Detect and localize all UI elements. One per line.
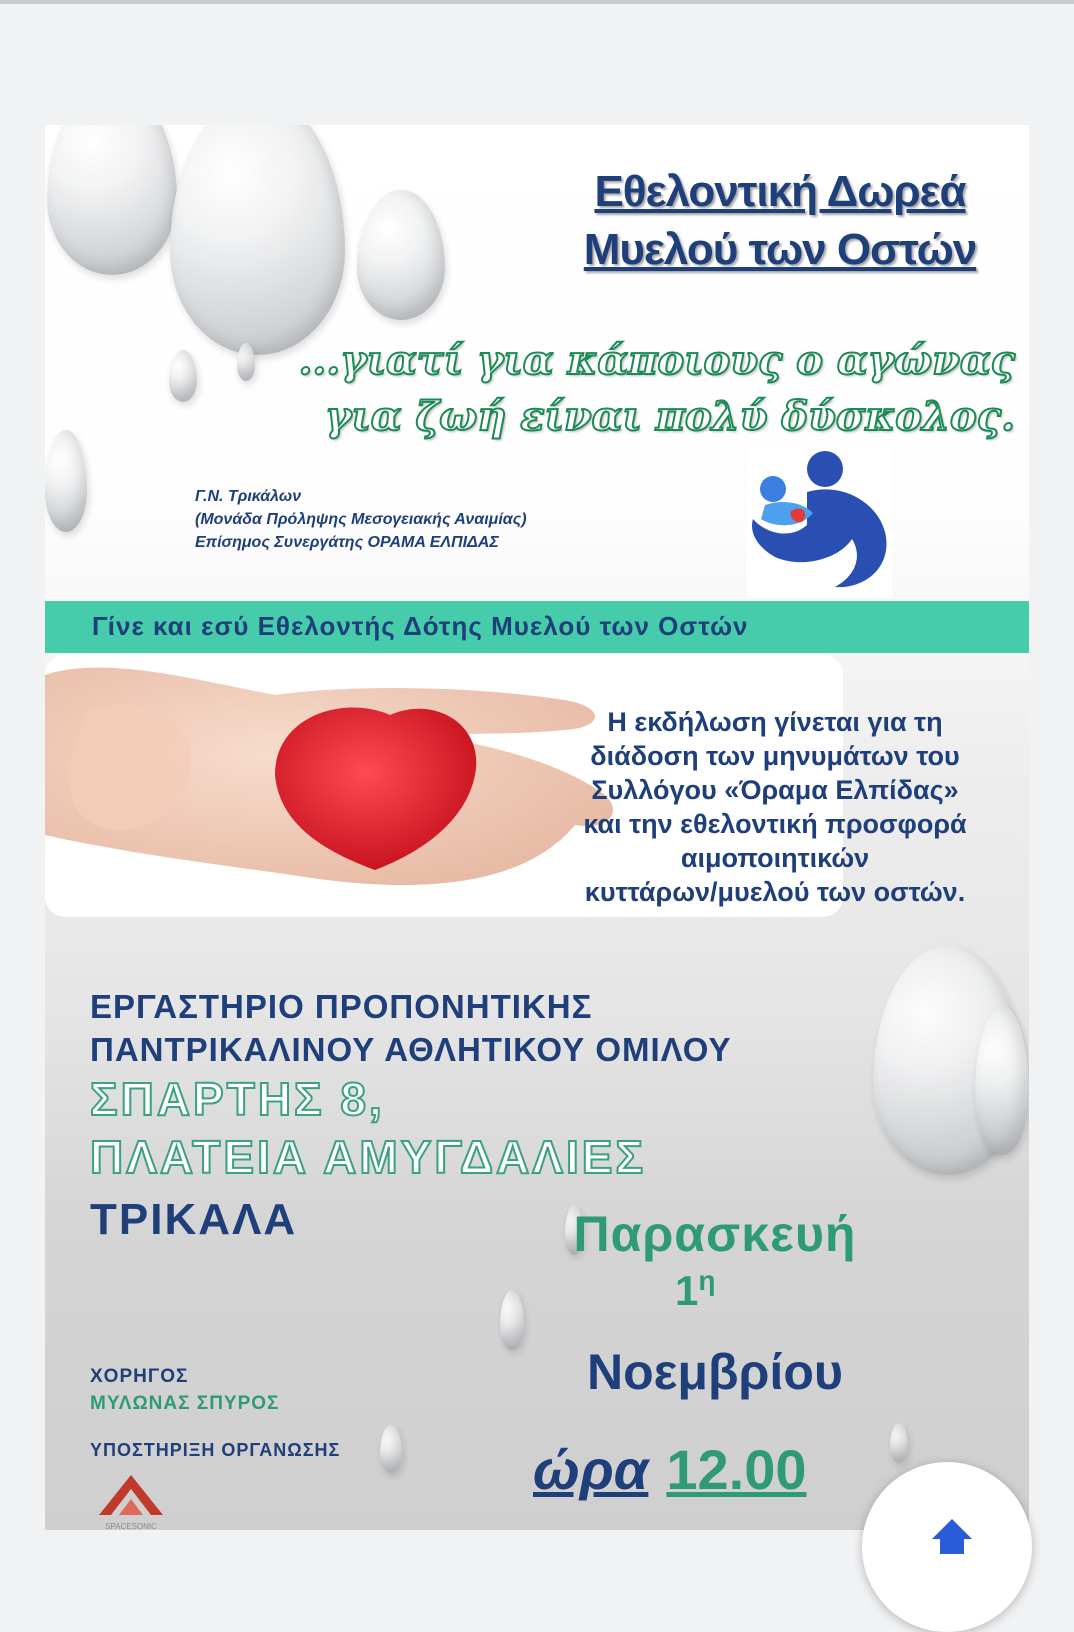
title-line: Εθελοντική Δωρεά xyxy=(594,167,966,216)
event-day: Παρασκευή xyxy=(573,1206,857,1262)
time-label: ώρα xyxy=(533,1438,649,1501)
event-description xyxy=(535,705,1015,909)
date-suffix: η xyxy=(698,1265,716,1296)
event-month: Νοεμβρίου xyxy=(587,1344,843,1400)
description-line: κυττάρων/μυελού των οστών. xyxy=(584,877,966,907)
water-drop xyxy=(890,1423,908,1463)
poster-title xyxy=(545,163,1015,279)
water-drop xyxy=(47,125,177,275)
banner-text: Γίνε και εσύ Εθελοντής Δότης Μυελού των Οστών xyxy=(92,611,749,641)
address-line: ΠΛΑΤΕΙΑ ΑΜΥΓΔΑΛΙΕΣ xyxy=(90,1131,647,1183)
venue-line: ΠΑΝΤΡΙΚΑΛΙΝΟΥ ΑΘΛΗΤΙΚΟΥ ΟΜΙΛΟΥ xyxy=(90,1031,732,1068)
event-poster xyxy=(45,125,1029,1530)
description-line: αιμοποιητικών xyxy=(680,843,870,873)
water-drop xyxy=(500,1290,524,1350)
organizer-info xyxy=(195,485,527,554)
sponsor-name: ΜΥΛΩΝΑΣ ΣΠΥΡΟΣ xyxy=(90,1393,280,1414)
venue-city: ΤΡΙΚΑΛΑ xyxy=(90,1195,298,1244)
time-value: 12.00 xyxy=(666,1438,807,1501)
water-drop xyxy=(237,343,255,381)
hope-vision-logo-icon xyxy=(747,447,892,597)
organizer-line: Επίσημος Συνεργάτης ΟΡΑΜΑ ΕΛΠΙΔΑΣ xyxy=(195,534,499,551)
volunteer-banner xyxy=(45,601,1029,653)
water-drop xyxy=(169,350,197,402)
venue-name xyxy=(90,985,732,1071)
water-drop xyxy=(357,190,445,320)
organizer-line: (Μονάδα Πρόληψης Μεσογειακής Αναιμίας) xyxy=(195,511,527,528)
address-line: ΣΠΑΡΤΗΣ 8, xyxy=(90,1073,385,1125)
tagline-line: ...γιατί για κάποιους ο αγώνας xyxy=(298,337,1015,384)
share-icon xyxy=(922,1514,982,1554)
water-drop xyxy=(170,125,345,355)
tagline xyxy=(295,333,1015,445)
top-divider xyxy=(0,0,1074,4)
venue-line: ΕΡΓΑΣΤΗΡΙΟ ΠΡΟΠΟΝΗΤΙΚΗΣ xyxy=(90,988,593,1025)
date-number: 1 xyxy=(675,1267,699,1314)
sponsor-info xyxy=(90,1363,279,1417)
water-drop xyxy=(45,430,87,532)
venue-address xyxy=(90,1070,646,1186)
description-line: και την εθελοντική προσφορά xyxy=(583,809,967,839)
tagline-line: για ζωή είναι πολύ δύσκολος. xyxy=(324,393,1015,440)
support-label: ΥΠΟΣΤΗΡΙΞΗ ΟΡΓΑΝΩΣΗΣ xyxy=(90,1440,341,1460)
description-line: Η εκδήλωση γίνεται για τη xyxy=(607,707,943,737)
share-fab-button[interactable] xyxy=(862,1462,1032,1632)
water-drop xyxy=(975,1005,1029,1155)
description-line: διάδοση των μηνυμάτων του xyxy=(590,741,960,771)
sponsor-label: ΧΟΡΗΓΟΣ xyxy=(90,1366,189,1387)
spacesonic-logo-icon xyxy=(91,1473,171,1530)
water-drop xyxy=(380,1425,402,1473)
title-line: Μυελού των Οστών xyxy=(583,225,977,274)
event-time xyxy=(533,1437,807,1502)
organizer-line: Γ.Ν. Τρικάλων xyxy=(195,488,302,505)
description-line: Συλλόγου «Όραμα Ελπίδας» xyxy=(591,775,959,805)
event-date-number xyxy=(675,1265,715,1315)
spacesonic-logo-text: SPACESONIC xyxy=(105,1522,157,1530)
